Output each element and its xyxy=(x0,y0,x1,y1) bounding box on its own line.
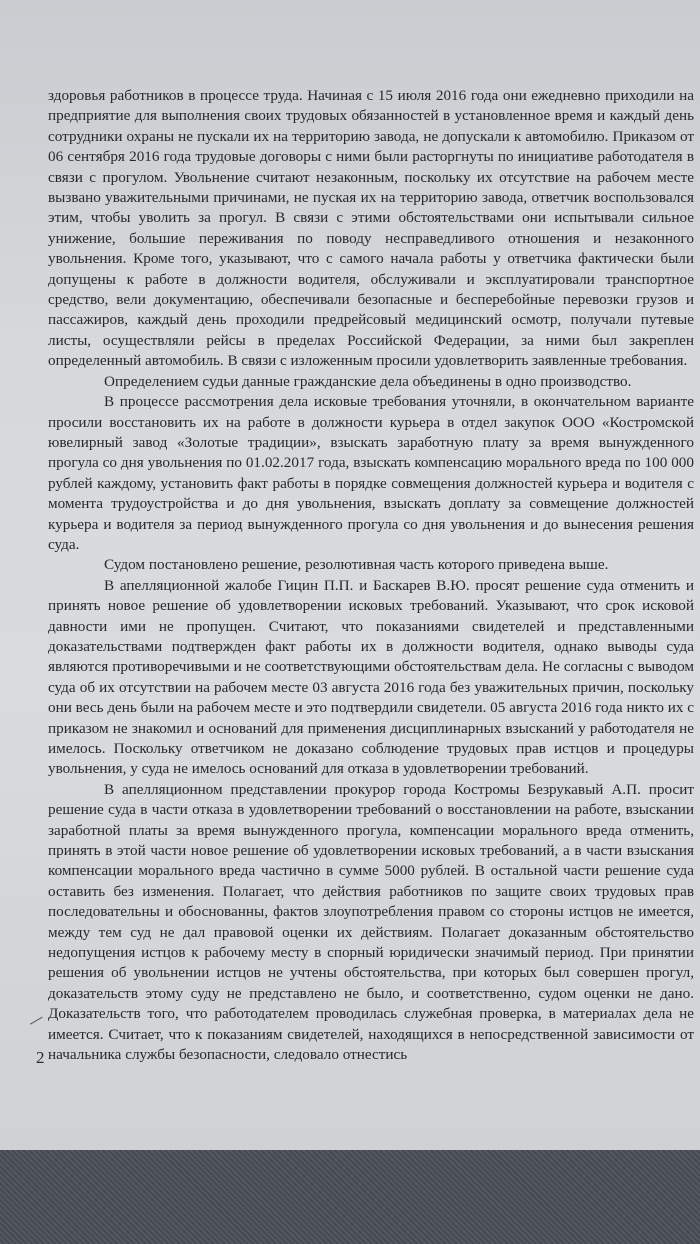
pencil-mark xyxy=(30,1017,44,1027)
paragraph-5: В апелляционной жалобе Гицин П.П. и Баскарев В.Ю. просят решение суда отменить и принять новое решение об удовлетворении исковых требований. Указывают, что срок исковой давности ими не пропущен. Считают, что показаниями свидетелей и представленными доказательствами подтвержден факт работы их в должности водителя, однако выводы суда являются противоречивыми и не соответствующими обстоятельствам дела. Не согласны с выводом суда об их отсутствии на рабочем месте 03 августа 2016 года без уважительных причин, поскольку они весь день были на рабочем месте и это подтвердили свидетели. 05 августа 2016 года никто их с приказом не знакомил и оснований для применения дисциплинарных взысканий у работодателя не имелось. Поскольку ответчиком не доказано соблюдение трудовых прав истцов и процедуры увольнения, у суда не имелось оснований для отказа в удовлетворении требований. xyxy=(48,576,694,778)
document-body xyxy=(48,86,694,1066)
paragraph-1: здоровья работников в процессе труда. Начиная с 15 июля 2016 года они ежедневно приходили на предприятие для выполнения своих трудовых обязанностей в установленное время и каждый день сотрудники охраны не пускали их на территорию завода, не допускали к автомобилю. Приказом от 06 сентября 2016 года трудовые договоры с ними были расторгнуты по инициативе работодателя в связи с прогулом. Увольнение считают незаконным, поскольку их отсутствие на рабочем месте вызвано уважительными причинами, не пуская их на территорию завода, ответчик воспользовался этим, чтобы уволить за прогул. В связи с этими обстоятельствами они испытывали сильное унижение, большие переживания по поводу несправедливого отношения и незаконного увольнения. Кроме того, указывают, что с самого начала работы у ответчика фактически были допущены к работе в должности водителя, обслуживали и эксплуатировали транспортное средство, вели документацию, обеспечивали безопасные и бесперебойные перевозки грузов и пассажиров, каждый день проходили предрейсовый медицинский осмотр, получали путевые листы, осуществляли рейсы в пределах Российской Федерации, за ними был закреплен определенный автомобиль. В связи с изложенным просили удовлетворить заявленные требования. xyxy=(48,87,694,370)
paragraph-4: Судом постановлено решение, резолютивная часть которого приведена выше. xyxy=(104,556,609,574)
background-fabric xyxy=(0,1150,700,1244)
paragraph-3: В процессе рассмотрения дела исковые требования уточняли, в окончательном варианте просили восстановить их на работе в должности курьера в отдел закупок ООО «Костромской ювелирный завод «Золотые традиции», взыскать заработную плату за время вынужденного прогула со дня увольнения по 01.02.2017 года, взыскать компенсацию морального вреда по 100 000 рублей каждому, установить факт работы в порядке совмещения должностей курьера и водителя с момента трудоустройства и до дня увольнения, взыскать доплату за совмещение должностей курьера и водителя за период вынужденного прогула со дня увольнения и до вынесения решения суда. xyxy=(48,393,694,553)
paragraph-6: В апелляционном представлении прокурор города Костромы Безрукавый А.П. просит решение суда в части отказа в удовлетворении требований о восстановлении на работе, взыскании заработной платы за время вынужденного прогула, компенсации морального вреда отменить, принять в этой части новое решение об удовлетворении исковых требований, а в части взыскания компенсации морального вреда частично в сумме 5000 рублей. В остальной части решение суда оставить без изменения. Полагает, что действия работников по защите своих трудовых прав последовательны и обоснованны, фактов злоупотребления правом со стороны истцов не имеется, между тем суд не дал правовой оценки их действиям. Полагает доказанным обстоятельство недопущения истцов к рабочему месту в спорный юридически значимый период. При принятии решения об увольнении истцов не учтены обстоятельства, при которых был совершен прогул, доказательств этому суду не представлено не было, и соответственно, судом оценки не дано. Доказательств того, что работодателем проводилась служебная проверка, в материалах дела не имеется. Считает, что к показаниям свидетелей, находящихся в непосредственной зависимости от начальника службы безопасности, следовало отнестись xyxy=(48,780,694,1064)
page-number: 2 xyxy=(36,1048,45,1067)
paragraph-2: Определением судьи данные гражданские дела объединены в одно производство. xyxy=(104,372,632,390)
